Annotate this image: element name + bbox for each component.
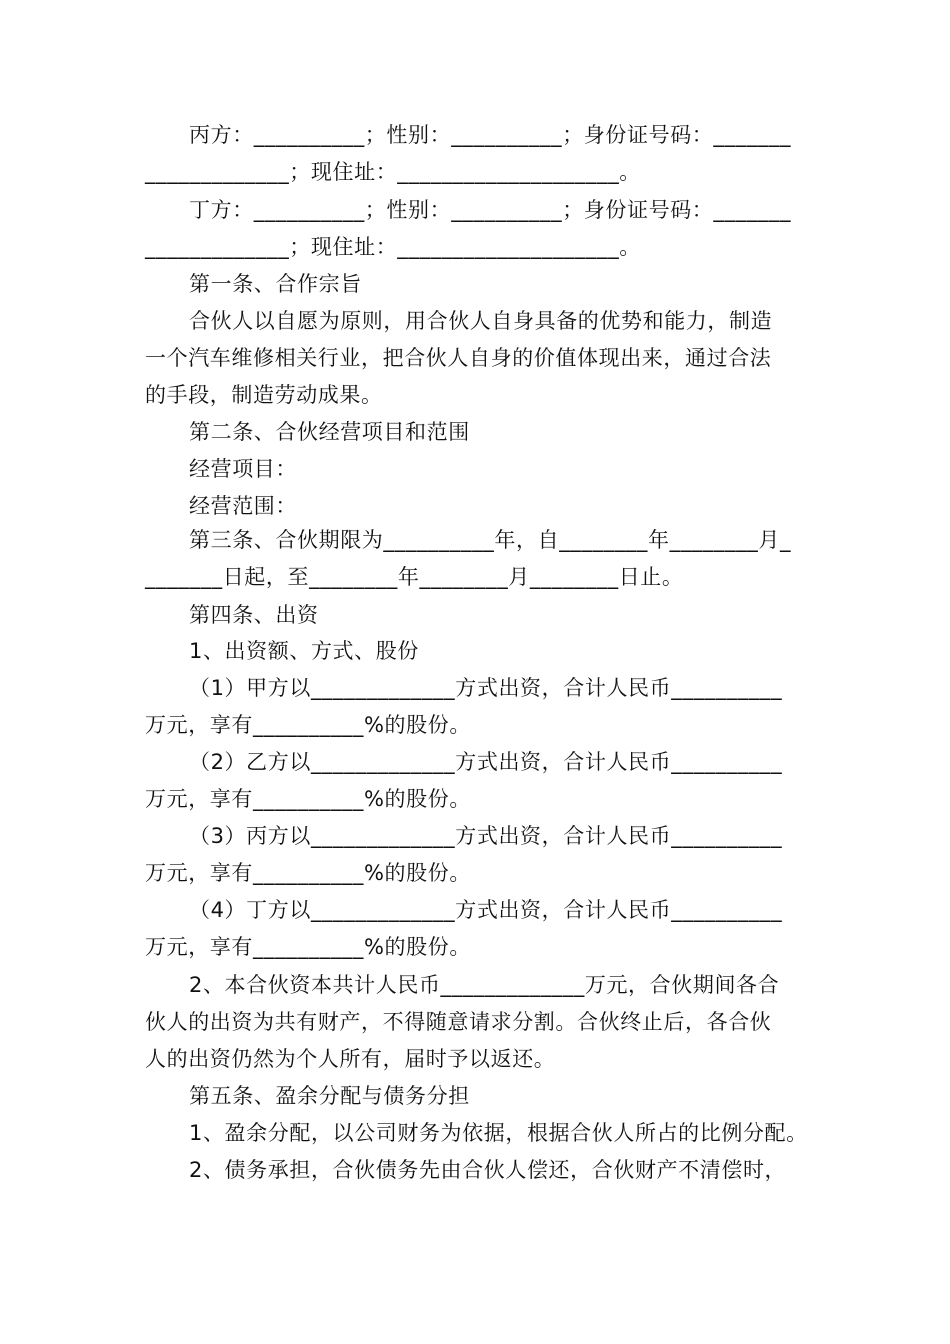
party-c-address-line: _____________；现住址：____________________。 (145, 160, 641, 184)
article-3-line: 第三条、合伙期限为__________年，自________年________月_ (189, 528, 792, 552)
debt-sharing-line: 2、债务承担，合伙债务先由合伙人偿还，合伙财产不清偿时， (189, 1158, 787, 1182)
article-1-text-line: 一个汽车维修相关行业，把合伙人自身的价值体现出来，通过合法 (145, 346, 772, 370)
contribution-a-line: （1）甲方以_____________方式出资，合计人民币__________ (189, 676, 783, 700)
capital-total-line: 人的出资仍然为个人所有，届时予以返还。 (145, 1047, 556, 1071)
capital-total-line: 伙人的出资为共有财产，不得随意请求分割。合伙终止后，各合伙 (145, 1010, 772, 1034)
business-project-line: 经营项目： (189, 457, 297, 481)
contribution-c-line: 万元，享有__________%的股份。 (145, 861, 471, 885)
contribution-subheading: 1、出资额、方式、股份 (189, 639, 419, 663)
contribution-b-line: （2）乙方以_____________方式出资，合计人民币__________ (189, 750, 783, 774)
article-1-text-line: 的手段，制造劳动成果。 (145, 383, 383, 407)
article-1-heading: 第一条、合作宗旨 (189, 272, 362, 296)
article-3-line: _______日起，至________年________月________日止。 (145, 565, 684, 589)
party-d-line: 丁方：__________；性别：__________；身份证号码：_______ (189, 198, 792, 222)
contribution-a-line: 万元，享有__________%的股份。 (145, 713, 471, 737)
profit-distribution-line: 1、盈余分配，以公司财务为依据，根据合伙人所占的比例分配。 (189, 1121, 808, 1145)
party-d-address-line: _____________；现住址：____________________。 (145, 235, 641, 259)
contribution-c-line: （3）丙方以_____________方式出资，合计人民币__________ (189, 824, 783, 848)
party-c-line: 丙方：__________；性别：__________；身份证号码：_______ (189, 123, 792, 147)
contribution-d-line: 万元，享有__________%的股份。 (145, 935, 471, 959)
article-2-heading: 第二条、合伙经营项目和范围 (189, 420, 470, 444)
capital-total-line: 2、本合伙资本共计人民币_____________万元，合伙期间各合 (189, 973, 780, 997)
contribution-d-line: （4）丁方以_____________方式出资，合计人民币__________ (189, 898, 783, 922)
contribution-b-line: 万元，享有__________%的股份。 (145, 787, 471, 811)
article-5-heading: 第五条、盈余分配与债务分担 (189, 1084, 470, 1108)
article-4-heading: 第四条、出资 (189, 603, 319, 627)
business-scope-line: 经营范围： (189, 494, 297, 518)
article-1-text-line: 合伙人以自愿为原则，用合伙人自身具备的优势和能力，制造 (189, 309, 773, 333)
